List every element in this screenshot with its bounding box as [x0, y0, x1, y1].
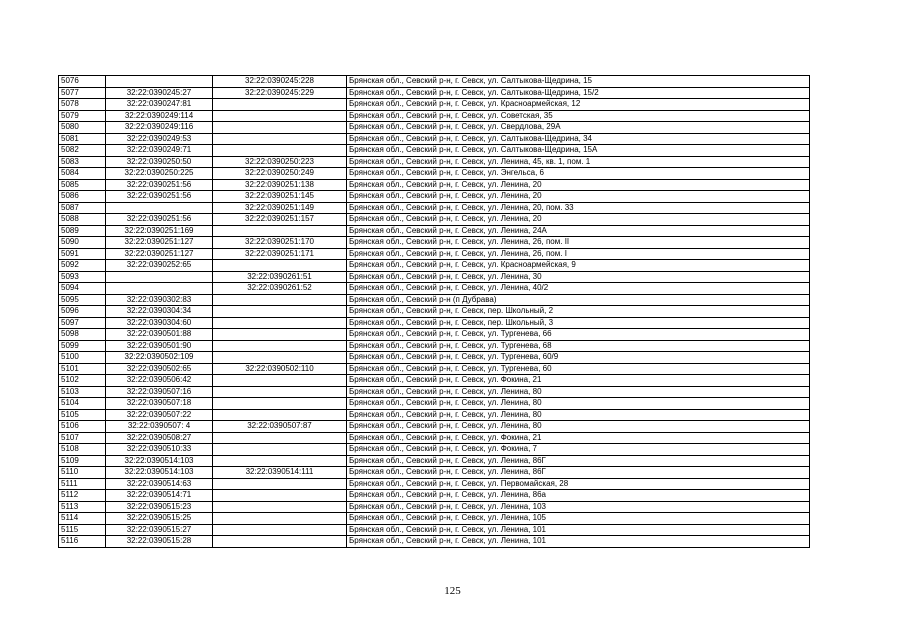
- cadastral-number-cell: [106, 202, 213, 214]
- table-row: [59, 409, 810, 421]
- cadastral-number-2-cell: [213, 513, 347, 525]
- table-row: [59, 317, 810, 329]
- cadastral-number-cell: 32:22:0390251:56: [106, 191, 213, 203]
- cadastral-number-2-cell: [213, 444, 347, 456]
- cadastral-number-cell: 32:22:0390249:114: [106, 110, 213, 122]
- table-row: [59, 122, 810, 134]
- address-cell: Брянская обл., Севский р-н, г. Севск, ул. Свердлова, 29А: [347, 122, 810, 134]
- cadastral-number-cell: 32:22:0390502:109: [106, 352, 213, 364]
- cadastral-number-cell: 32:22:0390501:88: [106, 329, 213, 341]
- cadastral-number-2-cell: [213, 317, 347, 329]
- cadastral-number-2-cell: 32:22:0390251:138: [213, 179, 347, 191]
- table-row: [59, 432, 810, 444]
- address-cell: Брянская обл., Севский р-н, г. Севск, ул. Ленина, 24А: [347, 225, 810, 237]
- address-cell: Брянская обл., Севский р-н, г. Севск, ул. Тургенева, 68: [347, 340, 810, 352]
- address-cell: Брянская обл., Севский р-н, г. Севск, ул. Ленина, 80: [347, 421, 810, 433]
- address-cell: Брянская обл., Севский р-н, г. Севск, ул. Фокина, 21: [347, 432, 810, 444]
- table-row: [59, 133, 810, 145]
- cadastral-number-cell: 32:22:0390510:33: [106, 444, 213, 456]
- address-cell: Брянская обл., Севский р-н, г. Севск, пер. Школьный, 3: [347, 317, 810, 329]
- row-number-cell: 5100: [59, 352, 106, 364]
- table-row: [59, 363, 810, 375]
- cadastral-number-2-cell: [213, 375, 347, 387]
- address-cell: Брянская обл., Севский р-н (п Дубрава): [347, 294, 810, 306]
- cadastral-number-cell: 32:22:0390304:60: [106, 317, 213, 329]
- cadastral-number-2-cell: [213, 122, 347, 134]
- address-cell: Брянская обл., Севский р-н, г. Севск, ул. Ленина, 101: [347, 536, 810, 548]
- address-cell: Брянская обл., Севский р-н, г. Севск, ул. Ленина, 20: [347, 179, 810, 191]
- table-row: [59, 444, 810, 456]
- cadastral-number-2-cell: [213, 99, 347, 111]
- cadastral-number-cell: 32:22:0390302:83: [106, 294, 213, 306]
- cadastral-number-2-cell: [213, 306, 347, 318]
- registry-table-body: [59, 76, 810, 548]
- address-cell: Брянская обл., Севский р-н, г. Севск, ул. Фокина, 7: [347, 444, 810, 456]
- address-cell: Брянская обл., Севский р-н, г. Севск, ул. Ленина, 86Г: [347, 467, 810, 479]
- row-number-cell: 5115: [59, 524, 106, 536]
- row-number-cell: 5116: [59, 536, 106, 548]
- cadastral-number-cell: 32:22:0390507:16: [106, 386, 213, 398]
- cadastral-number-2-cell: [213, 501, 347, 513]
- cadastral-number-2-cell: [213, 524, 347, 536]
- cadastral-number-2-cell: [213, 398, 347, 410]
- cadastral-number-cell: 32:22:0390502:65: [106, 363, 213, 375]
- table-row: [59, 225, 810, 237]
- cadastral-number-cell: 32:22:0390249:71: [106, 145, 213, 157]
- cadastral-number-2-cell: [213, 432, 347, 444]
- table-row: [59, 421, 810, 433]
- cadastral-number-cell: 32:22:0390250:50: [106, 156, 213, 168]
- address-cell: Брянская обл., Севский р-н, г. Севск, ул. Салтыкова-Щедрина, 34: [347, 133, 810, 145]
- cadastral-number-cell: 32:22:0390501:90: [106, 340, 213, 352]
- table-row: [59, 145, 810, 157]
- cadastral-number-2-cell: [213, 478, 347, 490]
- cadastral-number-2-cell: [213, 340, 347, 352]
- row-number-cell: 5112: [59, 490, 106, 502]
- table-row: [59, 260, 810, 272]
- cadastral-number-2-cell: 32:22:0390514:111: [213, 467, 347, 479]
- row-number-cell: 5102: [59, 375, 106, 387]
- row-number-cell: 5106: [59, 421, 106, 433]
- cadastral-number-cell: 32:22:0390304:34: [106, 306, 213, 318]
- table-row: [59, 513, 810, 525]
- cadastral-number-2-cell: 32:22:0390250:249: [213, 168, 347, 180]
- row-number-cell: 5080: [59, 122, 106, 134]
- row-number-cell: 5087: [59, 202, 106, 214]
- table-row: [59, 214, 810, 226]
- cadastral-number-cell: 32:22:0390515:28: [106, 536, 213, 548]
- cadastral-number-cell: 32:22:0390507:18: [106, 398, 213, 410]
- address-cell: Брянская обл., Севский р-н, г. Севск, ул. Ленина, 101: [347, 524, 810, 536]
- cadastral-number-2-cell: 32:22:0390245:228: [213, 76, 347, 88]
- cadastral-number-cell: 32:22:0390514:63: [106, 478, 213, 490]
- cadastral-number-2-cell: [213, 409, 347, 421]
- row-number-cell: 5081: [59, 133, 106, 145]
- row-number-cell: 5101: [59, 363, 106, 375]
- cadastral-number-2-cell: [213, 352, 347, 364]
- row-number-cell: 5104: [59, 398, 106, 410]
- address-cell: Брянская обл., Севский р-н, г. Севск, ул. Тургенева, 60/9: [347, 352, 810, 364]
- row-number-cell: 5108: [59, 444, 106, 456]
- cadastral-number-2-cell: [213, 225, 347, 237]
- row-number-cell: 5099: [59, 340, 106, 352]
- row-number-cell: 5078: [59, 99, 106, 111]
- address-cell: Брянская обл., Севский р-н, г. Севск, ул. Красноармейская, 12: [347, 99, 810, 111]
- address-cell: Брянская обл., Севский р-н, г. Севск, ул. Тургенева, 60: [347, 363, 810, 375]
- address-cell: Брянская обл., Севский р-н, г. Севск, ул. Фокина, 21: [347, 375, 810, 387]
- table-row: [59, 237, 810, 249]
- address-cell: Брянская обл., Севский р-н, г. Севск, ул. Ленина, 20: [347, 214, 810, 226]
- table-row: [59, 467, 810, 479]
- cadastral-number-cell: 32:22:0390249:116: [106, 122, 213, 134]
- page-number: 125: [444, 585, 461, 597]
- cadastral-number-cell: 32:22:0390506:42: [106, 375, 213, 387]
- row-number-cell: 5076: [59, 76, 106, 88]
- cadastral-number-2-cell: 32:22:0390251:145: [213, 191, 347, 203]
- cadastral-number-cell: 32:22:0390251:56: [106, 179, 213, 191]
- table-row: [59, 191, 810, 203]
- row-number-cell: 5111: [59, 478, 106, 490]
- table-row: [59, 76, 810, 88]
- address-cell: Брянская обл., Севский р-н, г. Севск, пер. Школьный, 2: [347, 306, 810, 318]
- address-cell: Брянская обл., Севский р-н, г. Севск, ул. Энгельса, 6: [347, 168, 810, 180]
- row-number-cell: 5107: [59, 432, 106, 444]
- cadastral-number-cell: [106, 76, 213, 88]
- row-number-cell: 5091: [59, 248, 106, 260]
- cadastral-number-cell: 32:22:0390515:27: [106, 524, 213, 536]
- cadastral-number-2-cell: 32:22:0390251:157: [213, 214, 347, 226]
- cadastral-number-2-cell: [213, 455, 347, 467]
- address-cell: Брянская обл., Севский р-н, г. Севск, ул. Ленина, 105: [347, 513, 810, 525]
- table-row: [59, 375, 810, 387]
- cadastral-number-2-cell: 32:22:0390245:229: [213, 87, 347, 99]
- address-cell: Брянская обл., Севский р-н, г. Севск, ул. Салтыкова-Щедрина, 15А: [347, 145, 810, 157]
- address-cell: Брянская обл., Севский р-н, г. Севск, ул. Ленина, 80: [347, 409, 810, 421]
- cadastral-number-2-cell: 32:22:0390507:87: [213, 421, 347, 433]
- address-cell: Брянская обл., Севский р-н, г. Севск, ул. Ленина, 26, пом. I: [347, 248, 810, 260]
- row-number-cell: 5103: [59, 386, 106, 398]
- cadastral-number-cell: 32:22:0390247:81: [106, 99, 213, 111]
- row-number-cell: 5094: [59, 283, 106, 295]
- cadastral-number-2-cell: [213, 133, 347, 145]
- row-number-cell: 5114: [59, 513, 106, 525]
- table-row: [59, 340, 810, 352]
- address-cell: Брянская обл., Севский р-н, г. Севск, ул. Ленина, 103: [347, 501, 810, 513]
- address-cell: Брянская обл., Севский р-н, г. Севск, ул. Ленина, 30: [347, 271, 810, 283]
- cadastral-number-2-cell: [213, 260, 347, 272]
- row-number-cell: 5097: [59, 317, 106, 329]
- table-row: [59, 294, 810, 306]
- cadastral-number-2-cell: [213, 490, 347, 502]
- table-row: [59, 168, 810, 180]
- row-number-cell: 5084: [59, 168, 106, 180]
- row-number-cell: 5085: [59, 179, 106, 191]
- cadastral-number-cell: 32:22:0390251:169: [106, 225, 213, 237]
- cadastral-number-2-cell: [213, 386, 347, 398]
- cadastral-number-2-cell: [213, 329, 347, 341]
- row-number-cell: 5092: [59, 260, 106, 272]
- row-number-cell: 5095: [59, 294, 106, 306]
- cadastral-number-cell: 32:22:0390514:71: [106, 490, 213, 502]
- cadastral-number-cell: 32:22:0390515:25: [106, 513, 213, 525]
- row-number-cell: 5113: [59, 501, 106, 513]
- address-cell: Брянская обл., Севский р-н, г. Севск, ул. Советская, 35: [347, 110, 810, 122]
- row-number-cell: 5090: [59, 237, 106, 249]
- cadastral-number-cell: 32:22:0390507: 4: [106, 421, 213, 433]
- row-number-cell: 5096: [59, 306, 106, 318]
- cadastral-number-2-cell: [213, 294, 347, 306]
- cadastral-number-2-cell: 32:22:0390251:170: [213, 237, 347, 249]
- table-row: [59, 329, 810, 341]
- row-number-cell: 5079: [59, 110, 106, 122]
- cadastral-number-2-cell: [213, 536, 347, 548]
- cadastral-number-cell: 32:22:0390249:53: [106, 133, 213, 145]
- address-cell: Брянская обл., Севский р-н, г. Севск, ул. Ленина, 40/2: [347, 283, 810, 295]
- row-number-cell: 5089: [59, 225, 106, 237]
- registry-table: [58, 75, 810, 548]
- address-cell: Брянская обл., Севский р-н, г. Севск, ул. Ленина, 80: [347, 398, 810, 410]
- table-row: [59, 501, 810, 513]
- address-cell: Брянская обл., Севский р-н, г. Севск, ул. Салтыкова-Щедрина, 15/2: [347, 87, 810, 99]
- address-cell: Брянская обл., Севский р-н, г. Севск, ул. Тургенева, 66: [347, 329, 810, 341]
- table-row: [59, 386, 810, 398]
- table-row: [59, 202, 810, 214]
- cadastral-number-cell: 32:22:0390514:103: [106, 467, 213, 479]
- cadastral-number-cell: 32:22:0390250:225: [106, 168, 213, 180]
- cadastral-number-cell: 32:22:0390251:127: [106, 248, 213, 260]
- cadastral-number-cell: 32:22:0390514:103: [106, 455, 213, 467]
- table-row: [59, 271, 810, 283]
- cadastral-number-cell: 32:22:0390252:65: [106, 260, 213, 272]
- row-number-cell: 5083: [59, 156, 106, 168]
- address-cell: Брянская обл., Севский р-н, г. Севск, ул. Ленина, 86а: [347, 490, 810, 502]
- table-row: [59, 179, 810, 191]
- row-number-cell: 5088: [59, 214, 106, 226]
- table-row: [59, 99, 810, 111]
- address-cell: Брянская обл., Севский р-н, г. Севск, ул. Салтыкова-Щедрина, 15: [347, 76, 810, 88]
- cadastral-number-cell: 32:22:0390515:23: [106, 501, 213, 513]
- table-row: [59, 87, 810, 99]
- cadastral-number-cell: [106, 271, 213, 283]
- cadastral-number-2-cell: 32:22:0390502:110: [213, 363, 347, 375]
- cadastral-number-2-cell: 32:22:0390251:171: [213, 248, 347, 260]
- table-row: [59, 352, 810, 364]
- address-cell: Брянская обл., Севский р-н, г. Севск, ул. Ленина, 80: [347, 386, 810, 398]
- cadastral-number-cell: 32:22:0390251:56: [106, 214, 213, 226]
- row-number-cell: 5098: [59, 329, 106, 341]
- address-cell: Брянская обл., Севский р-н, г. Севск, ул. Ленина, 20, пом. 33: [347, 202, 810, 214]
- row-number-cell: 5093: [59, 271, 106, 283]
- row-number-cell: 5077: [59, 87, 106, 99]
- address-cell: Брянская обл., Севский р-н, г. Севск, ул. Ленина, 86Г: [347, 455, 810, 467]
- table-row: [59, 110, 810, 122]
- table-row: [59, 398, 810, 410]
- address-cell: Брянская обл., Севский р-н, г. Севск, ул. Ленина, 20: [347, 191, 810, 203]
- cadastral-number-cell: 32:22:0390251:127: [106, 237, 213, 249]
- cadastral-number-cell: 32:22:0390245:27: [106, 87, 213, 99]
- table-row: [59, 248, 810, 260]
- cadastral-number-cell: 32:22:0390508:27: [106, 432, 213, 444]
- row-number-cell: 5082: [59, 145, 106, 157]
- cadastral-number-cell: [106, 283, 213, 295]
- table-row: [59, 283, 810, 295]
- cadastral-number-2-cell: 32:22:0390251:149: [213, 202, 347, 214]
- address-cell: Брянская обл., Севский р-н, г. Севск, ул. Красноармейская, 9: [347, 260, 810, 272]
- table-row: [59, 478, 810, 490]
- table-row: [59, 536, 810, 548]
- row-number-cell: 5109: [59, 455, 106, 467]
- address-cell: Брянская обл., Севский р-н, г. Севск, ул. Ленина, 26, пом. II: [347, 237, 810, 249]
- cadastral-number-2-cell: 32:22:0390250:223: [213, 156, 347, 168]
- cadastral-number-2-cell: 32:22:0390261:51: [213, 271, 347, 283]
- cadastral-number-2-cell: [213, 110, 347, 122]
- row-number-cell: 5105: [59, 409, 106, 421]
- table-row: [59, 455, 810, 467]
- address-cell: Брянская обл., Севский р-н, г. Севск, ул. Первомайская, 28: [347, 478, 810, 490]
- cadastral-number-2-cell: 32:22:0390261:52: [213, 283, 347, 295]
- table-row: [59, 306, 810, 318]
- row-number-cell: 5086: [59, 191, 106, 203]
- cadastral-number-cell: 32:22:0390507:22: [106, 409, 213, 421]
- table-row: [59, 156, 810, 168]
- address-cell: Брянская обл., Севский р-н, г. Севск, ул. Ленина, 45, кв. 1, пом. 1: [347, 156, 810, 168]
- row-number-cell: 5110: [59, 467, 106, 479]
- table-row: [59, 524, 810, 536]
- table-row: [59, 490, 810, 502]
- cadastral-number-2-cell: [213, 145, 347, 157]
